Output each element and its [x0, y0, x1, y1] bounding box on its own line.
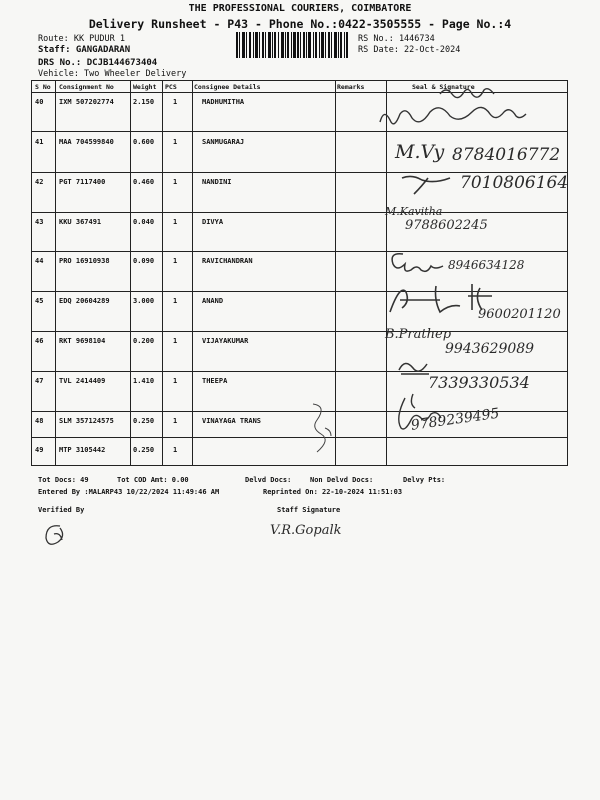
verifier-signature: [38, 520, 78, 550]
row-pcs: 1: [173, 218, 178, 226]
row-weight: 0.460: [133, 178, 155, 186]
row-weight: 0.250: [133, 417, 155, 425]
row-consignment-no: PGT 7117400: [59, 178, 106, 186]
row-consignee: NANDINI: [202, 178, 232, 186]
signature-scribble-row44: [385, 250, 445, 274]
row-consignee: DIVYA: [202, 218, 224, 226]
row-sno: 42: [35, 178, 44, 186]
non-delivered-docs: Non Delvd Docs:: [310, 476, 374, 484]
row-consignment-no: RKT 9698104: [59, 337, 106, 345]
row-consignment-no: PRO 16910938: [59, 257, 110, 265]
row-sno: 43: [35, 218, 44, 226]
staff-signature-handwritten: V.R.Gopalk: [270, 523, 342, 538]
staff-label: Staff: GANGADARAN: [38, 45, 131, 55]
signature-scribble-row42: [398, 172, 458, 196]
row-sno: 47: [35, 377, 44, 385]
col-header-consignee: Consignee Details: [194, 83, 261, 91]
col-header-pcs: PCS: [165, 83, 177, 91]
total-docs: Tot Docs: 49: [38, 476, 89, 484]
row-sno: 41: [35, 138, 44, 146]
row-weight: 0.250: [133, 446, 155, 454]
col-header-signature: Seal & Signature: [412, 83, 475, 91]
remarks-scribble-row48: [305, 400, 335, 460]
handwritten-phone-row44: 8946634128: [448, 258, 525, 272]
rs-date: RS Date: 22-Oct-2024: [358, 45, 461, 55]
col-header-weight: Weight: [133, 83, 157, 91]
row-pcs: 1: [173, 377, 178, 385]
row-pcs: 1: [173, 337, 178, 345]
row-consignee: MADHUMITHA: [202, 98, 245, 106]
row-consignee: SANMUGARAJ: [202, 138, 245, 146]
handwritten-name-row41: M.Vy: [395, 141, 445, 163]
row-sno: 45: [35, 297, 44, 305]
row-pcs: 1: [173, 178, 178, 186]
row-weight: 2.150: [133, 98, 155, 106]
row-pcs: 1: [173, 417, 178, 425]
handwritten-phone-row47: 7339330534: [428, 373, 530, 392]
delivered-docs: Delvd Docs:: [245, 476, 292, 484]
total-cod-amount: Tot COD Amt: 0.00: [117, 476, 189, 484]
row-consignment-no: MAA 704599840: [59, 138, 114, 146]
row-sno: 40: [35, 98, 44, 106]
row-consignee: THEEPA: [202, 377, 228, 385]
handwritten-phone-row45: 9600201120: [478, 307, 561, 322]
row-consignment-no: SLM 357124575: [59, 417, 114, 425]
row-consignee: VINAYAGA TRANS: [202, 417, 262, 425]
row-sno: 46: [35, 337, 44, 345]
col-header-sno: S No: [35, 83, 51, 91]
row-sno: 48: [35, 417, 44, 425]
row-pcs: 1: [173, 257, 178, 265]
row-sno: 49: [35, 446, 44, 454]
handwritten-phone-row42: 7010806164: [460, 173, 569, 193]
entered-by: Entered By :MALARP43 10/22/2024 11:49:46 AM: [38, 488, 220, 496]
vehicle-label: Vehicle: Two Wheeler Delivery: [38, 69, 187, 79]
row-consignee: RAVICHANDRAN: [202, 257, 253, 265]
handwritten-phone-row48: 9789239495: [410, 405, 501, 434]
col-header-remarks: Remarks: [337, 83, 365, 91]
row-weight: 0.040: [133, 218, 155, 226]
col-header-consignment: Consignment No: [59, 83, 114, 91]
company-title: THE PROFESSIONAL COURIERS, COIMBATORE: [188, 3, 412, 14]
route-label: Route: KK PUDUR 1: [38, 34, 125, 44]
row-weight: 1.410: [133, 377, 155, 385]
row-weight: 3.000: [133, 297, 155, 305]
rs-number: RS No.: 1446734: [358, 34, 435, 44]
row-consignment-no: KKU 367491: [59, 218, 102, 226]
row-consignee: ANAND: [202, 297, 224, 305]
row-pcs: 1: [173, 446, 178, 454]
delivery-points: Delvy Pts:: [403, 476, 446, 484]
row-weight: 0.090: [133, 257, 155, 265]
row-pcs: 1: [173, 297, 178, 305]
barcode-image: [236, 32, 348, 58]
reprinted-on: Reprinted On: 22-10-2024 11:51:03: [263, 488, 403, 496]
signature-scribble-row40: [370, 86, 570, 130]
handwritten-name-row46: B.Prathep: [385, 327, 452, 342]
verified-by-label: Verified By: [38, 506, 85, 514]
staff-signature-label: Staff Signature: [277, 506, 341, 514]
handwritten-phone-row41: 8784016772: [452, 145, 561, 165]
row-pcs: 1: [173, 98, 178, 106]
row-weight: 0.200: [133, 337, 155, 345]
row-consignment-no: IXM 507202774: [59, 98, 114, 106]
drs-label: DRS No.: DCJB144673404: [38, 58, 158, 68]
handwritten-phone-row46: 9943629089: [445, 341, 535, 357]
row-pcs: 1: [173, 138, 178, 146]
handwritten-phone-row43: 9788602245: [405, 218, 488, 233]
row-consignment-no: TVL 2414409: [59, 377, 106, 385]
handwritten-name-row43: M.Kavitha: [385, 205, 443, 218]
row-consignment-no: EDQ 20604289: [59, 297, 110, 305]
row-weight: 0.600: [133, 138, 155, 146]
row-consignee: VIJAYAKUMAR: [202, 337, 249, 345]
row-consignment-no: MTP 3105442: [59, 446, 106, 454]
runsheet-title: Delivery Runsheet - P43 - Phone No.:0422-3505555 - Page No.:4: [88, 17, 512, 31]
row-sno: 44: [35, 257, 44, 265]
